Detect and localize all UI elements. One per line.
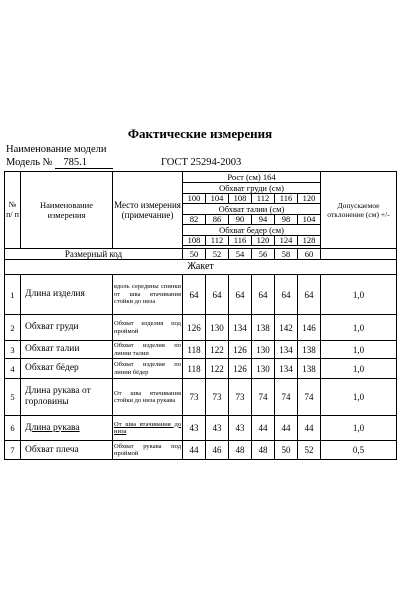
row-value: 130 (206, 315, 229, 341)
row-place: Обхват изделия по линии бёдер (113, 359, 183, 379)
hip-size: 120 (252, 236, 275, 246)
table-row (5, 341, 397, 359)
row-place: От шва втачивания до низа (113, 416, 183, 441)
header-num: № п/ п (5, 172, 21, 249)
waist-size: 104 (298, 215, 321, 225)
row-tolerance: 1,0 (321, 275, 397, 315)
row-tolerance: 1,0 (321, 416, 397, 441)
row-value: 74 (275, 379, 298, 416)
model-name-label: Наименование модели (6, 144, 107, 155)
row-tolerance: 1,0 (321, 359, 397, 379)
row-value: 52 (298, 441, 321, 460)
row-value: 43 (206, 416, 229, 441)
row-tolerance: 1,0 (321, 341, 397, 359)
row-value: 118 (183, 359, 206, 379)
table-row (5, 379, 397, 416)
row-value: 73 (183, 379, 206, 416)
row-value: 44 (183, 441, 206, 460)
row-value: 118 (183, 341, 206, 359)
size-code: 60 (298, 249, 321, 260)
gost-label: ГОСТ 25294-2003 (161, 157, 242, 168)
row-value: 134 (229, 315, 252, 341)
row-value: 50 (275, 441, 298, 460)
row-value: 44 (275, 416, 298, 441)
size-code-label: Размерный код (5, 249, 183, 260)
hip-size: 116 (229, 236, 252, 246)
section-title: Жакет (5, 260, 397, 275)
row-value: 138 (298, 359, 321, 379)
chest-size: 100 (183, 194, 206, 204)
row-name: Обхват талии (21, 341, 113, 359)
row-value: 134 (275, 341, 298, 359)
row-name: Длина рукава от горловины (21, 379, 113, 416)
row-place: Обхват изделия под проймой (113, 315, 183, 341)
chest-size: 116 (275, 194, 298, 204)
row-tolerance: 1,0 (321, 379, 397, 416)
chest-size: 104 (206, 194, 229, 204)
row-value: 126 (229, 341, 252, 359)
row-value: 43 (229, 416, 252, 441)
row-value: 64 (183, 275, 206, 315)
header-height: Рост (см) 164 (183, 172, 321, 183)
row-number: 5 (5, 379, 21, 416)
table-row (5, 359, 397, 379)
row-name: Обхват плеча (21, 441, 113, 460)
row-value: 122 (206, 359, 229, 379)
row-value: 48 (252, 441, 275, 460)
row-value: 43 (183, 416, 206, 441)
table-row (5, 275, 397, 315)
row-value: 44 (252, 416, 275, 441)
row-value: 74 (298, 379, 321, 416)
hip-size: 124 (275, 236, 298, 246)
row-number: 3 (5, 341, 21, 359)
row-value: 146 (298, 315, 321, 341)
row-value: 126 (229, 359, 252, 379)
size-code: 54 (229, 249, 252, 260)
row-value: 48 (229, 441, 252, 460)
header-hips: Обхват бедер (см) (183, 225, 321, 236)
row-place: От шва втачивания стойки до низа рукава (113, 379, 183, 416)
document-title: Фактические измерения (127, 126, 273, 141)
row-value: 142 (275, 315, 298, 341)
row-number: 7 (5, 441, 21, 460)
chest-size: 112 (252, 194, 275, 204)
waist-size: 90 (229, 215, 252, 225)
row-value: 130 (252, 341, 275, 359)
row-value: 138 (252, 315, 275, 341)
size-code: 52 (206, 249, 229, 260)
header-chest: Обхват груди (см) (183, 183, 321, 194)
row-value: 64 (229, 275, 252, 315)
table-row (5, 315, 397, 341)
table-row (5, 441, 397, 460)
waist-size: 82 (183, 215, 206, 225)
row-name: Длина рукава (21, 416, 113, 441)
row-number: 2 (5, 315, 21, 341)
row-name: Обхват груди (21, 315, 113, 341)
row-value: 46 (206, 441, 229, 460)
row-tolerance: 1,0 (321, 315, 397, 341)
row-name: Обхват бёдер (21, 359, 113, 379)
row-value: 64 (206, 275, 229, 315)
header-waist: Обхват талии (см) (183, 204, 321, 215)
hip-size: 128 (298, 236, 321, 246)
row-number: 6 (5, 416, 21, 441)
chest-size: 120 (298, 194, 321, 204)
waist-size: 86 (206, 215, 229, 225)
row-value: 122 (206, 341, 229, 359)
model-number-line (6, 157, 396, 169)
row-value: 64 (252, 275, 275, 315)
row-value: 73 (229, 379, 252, 416)
row-place: вдоль середины спинки от шва втачивания стойки до низа (113, 275, 183, 315)
hip-size: 112 (206, 236, 229, 246)
waist-size: 98 (275, 215, 298, 225)
measurements-table (4, 171, 397, 460)
row-value: 64 (298, 275, 321, 315)
size-code: 56 (252, 249, 275, 260)
header-name: Наименование измерения (21, 172, 113, 249)
table-row (5, 416, 397, 441)
model-number-value: 785.1 (55, 157, 113, 169)
hip-size: 108 (183, 236, 206, 246)
row-value: 74 (252, 379, 275, 416)
row-value: 134 (275, 359, 298, 379)
row-value: 73 (206, 379, 229, 416)
size-code: 50 (183, 249, 206, 260)
header-place: Место измерения (примечание) (113, 172, 183, 249)
model-number-label: Модель № (6, 157, 53, 168)
row-value: 44 (298, 416, 321, 441)
row-value: 130 (252, 359, 275, 379)
row-tolerance: 0,5 (321, 441, 397, 460)
row-value: 138 (298, 341, 321, 359)
chest-size: 108 (229, 194, 252, 204)
row-value: 64 (275, 275, 298, 315)
row-place: Обхват изделия по линии талии (114, 342, 181, 357)
waist-size: 94 (252, 215, 275, 225)
size-code-blank (321, 249, 397, 260)
size-code: 58 (275, 249, 298, 260)
row-name: Длина изделия (21, 275, 113, 315)
row-number: 1 (5, 275, 21, 315)
row-value: 126 (183, 315, 206, 341)
header-tolerance: Допускаемое отклонение (см) +/- (321, 172, 397, 249)
row-place: Обхват рукава под проймой (113, 441, 183, 460)
row-number: 4 (5, 359, 21, 379)
